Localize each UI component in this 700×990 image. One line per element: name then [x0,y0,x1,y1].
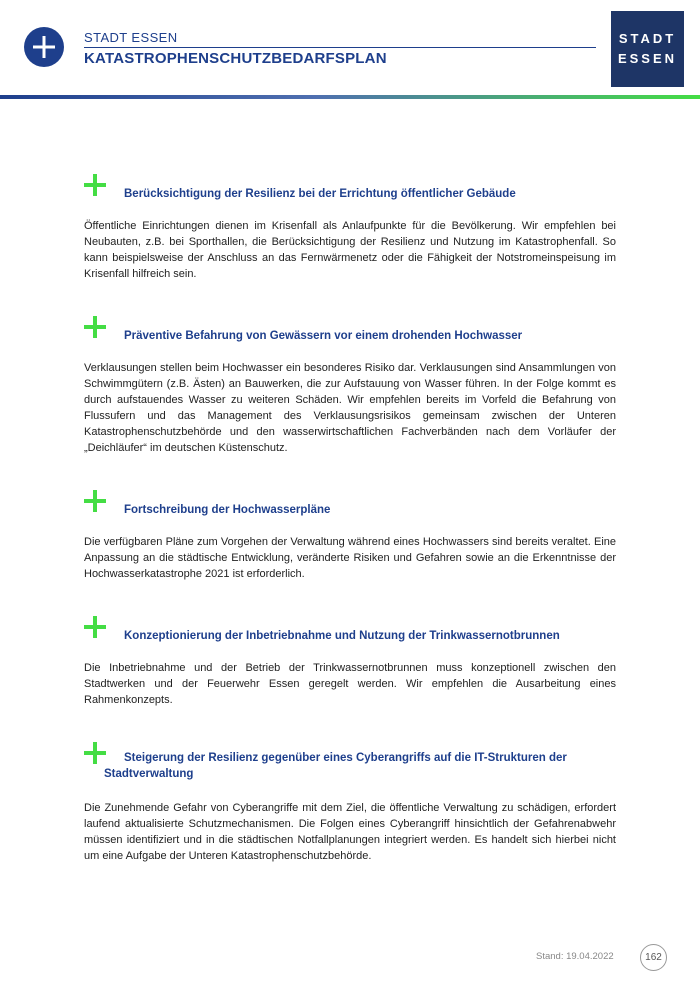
section-body: Verklausungen stellen beim Hochwasser ein besonderes Risiko dar. Verklausungen sind Ansammlungen von Schwimmgütern (z.B. Ästen) an Bauwerken, die zur Aufstauung von Wasser führen. In der Folge kommt es durch aufstauendes Wasser zu weiteren Schäden. Wir empfehlen bereits im Vorfeld die Befahrung von Flussufern und das Management des Verklausungsrisikos gemeinsam zwischen der Unteren Katastrophenschutzbehörde und den wasserwirtschaftlichen Fachverbänden nach dem Vorläufer der „Deichläufer“ im deutschen Küstenschutz. [84,362,616,454]
section-body: Die verfügbaren Pläne zum Vorgehen der Verwaltung während eines Hochwassers sind bereits veraltet. Eine Anpassung an die städtische Entwicklung, veränderte Risiken und Gefahren sowie an die Erkenntnisse der Hochwasserkatastrophe 2021 ist erforderlich. [84,536,616,580]
green-plus-icon [84,490,106,512]
section-title: Konzeptionierung der Inbetriebnahme und Nutzung der Trinkwassernotbrunnen [124,630,560,642]
green-plus-icon [84,174,106,196]
section-body: Die Inbetriebnahme und der Betrieb der Trinkwassernotbrunnen muss konzeptionell zwischen den Stadtwerken und der Feuerwehr Essen geregelt werden. Wir empfehlen die Ausarbeitung eines Rahmenkonzepts. [84,662,616,706]
stadt-essen-logo [611,11,684,87]
section-heading [84,310,616,360]
plus-circle-icon [24,27,64,67]
section-heading [84,484,616,534]
header-gradient-bar [0,95,700,99]
org-name: STADT ESSEN [84,30,178,45]
green-plus-icon [84,316,106,338]
page-header [0,0,700,100]
header-divider [84,47,596,48]
main-content [84,168,616,892]
section-body: Die Zunehmende Gefahr von Cyberangriffe mit dem Ziel, die öffentliche Verwaltung zu schädigen, erfordert laufend aktualisierte Schutzmechanismen. Die Folgen eines Cyberangriff hinsichtlich der Gefahrenabwehr müssen identifiziert und in die städtischen Notfallplanungen integriert werden. Es handelt sich hierbei nicht um eine Aufgabe der Unteren Katastrophenschutzbehörde. [84,802,616,862]
logo-line-2: ESSEN [617,51,678,66]
section-heading [84,736,616,800]
section-hochwasserplaene [84,484,616,582]
section-cyberangriff [84,736,616,864]
section-title: Fortschreibung der Hochwasserpläne [124,504,331,516]
section-title: Berücksichtigung der Resilienz bei der Errichtung öffentlicher Gebäude [124,188,516,200]
section-heading [84,168,616,218]
plan-title: KATASTROPHENSCHUTZBEDARFSPLAN [84,50,387,67]
section-body: Öffentliche Einrichtungen dienen im Krisenfall als Anlaufpunkte für die Bevölkerung. Wir empfehlen bei Neubauten, z.B. bei Sporthallen, die Berücksichtigung der Resilienz und Nutzung im Katastrophenfall. So kann beispielsweise der Anschluss an das Fernwärmenetz oder die Fähigkeit der Notstromeinspeisung im Krisenfall hilfreich sein. [84,220,616,280]
section-befahrung-gewaesser [84,310,616,456]
green-plus-icon [84,742,106,764]
section-title: Steigerung der Resilienz gegenüber eines Cyberangriffs auf die IT-Strukturen der Stadtverwaltung [104,752,567,780]
section-title: Präventive Befahrung von Gewässern vor einem drohenden Hochwasser [124,330,523,342]
green-plus-icon [84,616,106,638]
page-number: 162 [640,944,667,971]
logo-line-1: STADT [618,31,677,46]
section-trinkwassernotbrunnen [84,610,616,708]
footer-date: Stand: 19.04.2022 [536,951,614,962]
section-heading [84,610,616,660]
section-resilienz-gebaeude [84,168,616,282]
